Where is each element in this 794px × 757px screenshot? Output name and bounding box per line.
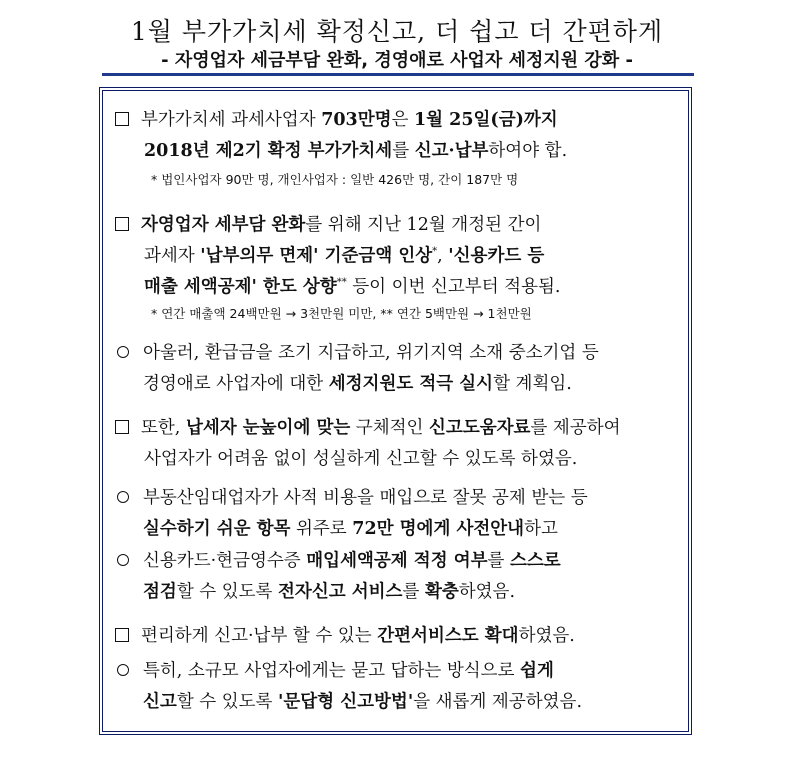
emphasis-text: '문답형 신고방법' [278, 692, 414, 712]
body-text: 를 [402, 582, 425, 602]
emphasis-text: 신고 [143, 692, 177, 712]
sub-paragraph [103, 546, 668, 608]
paragraph-line [103, 546, 668, 577]
paragraph-line [115, 272, 680, 303]
body-text: 신용카드·현금영수증 [143, 551, 307, 571]
body-text: 경영애로 사업자에 대한 [143, 374, 329, 394]
emphasis-text: '신용카드 등 [448, 246, 545, 266]
paragraph-line [115, 210, 680, 241]
section-paragraph [115, 413, 680, 475]
paragraph-line [115, 413, 680, 444]
body-text: 를 [487, 551, 510, 571]
body-text: , [437, 246, 449, 266]
sub-paragraph [103, 338, 668, 400]
paragraph-line [115, 444, 680, 475]
content-box [99, 87, 692, 735]
emphasis-text: 1월 25일(금)까지 [414, 110, 558, 130]
emphasis-text: 전자신고 서비스 [278, 582, 403, 602]
section-paragraph [115, 210, 680, 303]
paragraph-line [103, 338, 668, 369]
body-text: 사업자가 어려움 없이 성실하게 신고할 수 있도록 하였음. [144, 449, 578, 469]
paragraph-line [115, 105, 680, 136]
emphasis-text: 자영업자 세부담 완화 [141, 215, 306, 235]
emphasis-text: 매입세액공제 적정 여부 [306, 551, 488, 571]
circle-bullet-icon [117, 664, 129, 676]
emphasis-text: 세정지원도 적극 실시 [328, 374, 494, 394]
circle-bullet-icon [117, 554, 129, 566]
paragraph-line [103, 577, 668, 608]
body-text: 할 수 있도록 [176, 582, 279, 602]
square-bullet-icon [115, 112, 129, 126]
body-text: 과세자 [144, 246, 201, 266]
emphasis-text: 신고도움자료 [429, 418, 531, 438]
body-text: 또한, [141, 418, 186, 438]
body-text: 부동산임대업자가 사적 비용을 매입으로 잘못 공제 받는 등 [143, 488, 588, 508]
circle-bullet-icon [117, 491, 129, 503]
footnote: * 연간 매출액 24백만원 → 3천만원 미만, ** 연간 5백만원 → 1천만원 [151, 306, 532, 321]
emphasis-text: 납세자 눈높이에 맞는 [185, 418, 351, 438]
body-text: 등이 이번 신고부터 적용됨. [346, 277, 561, 297]
body-text: 구체적인 [350, 418, 430, 438]
sub-paragraph [103, 656, 668, 718]
body-text: 를 [392, 141, 415, 161]
paragraph-line [103, 687, 668, 718]
body-text: * [432, 246, 438, 258]
body-text: 아울러, 환급금을 조기 지급하고, 위기지역 소재 중소기업 등 [143, 343, 599, 363]
square-bullet-icon [115, 420, 129, 434]
emphasis-text: 쉽게 [520, 661, 554, 681]
emphasis-text: 스스로 [509, 551, 561, 571]
emphasis-text: 실수하기 쉬운 항목 [143, 519, 291, 539]
sub-paragraph [103, 483, 668, 545]
body-text: 하였음. [518, 626, 575, 646]
emphasis-text: 점검 [143, 582, 177, 602]
emphasis-text: 703만명 [321, 110, 392, 130]
emphasis-text: 간편서비스도 확대 [377, 626, 519, 646]
paragraph-line [115, 621, 680, 652]
section-paragraph [115, 621, 680, 652]
body-text: 를 제공하여 [530, 418, 621, 438]
emphasis-text: 72만 명에게 사전안내 [352, 519, 525, 539]
emphasis-text: 2018년 제2기 확정 부가가치세 [144, 141, 393, 161]
emphasis-text: 매출 세액공제' 한도 상향 [144, 277, 337, 297]
body-text: 를 위해 지난 12월 개정된 간이 [305, 215, 542, 235]
body-text: 하고 [524, 519, 558, 539]
emphasis-text: 신고·납부 [414, 141, 489, 161]
square-bullet-icon [115, 628, 129, 642]
paragraph-line [103, 514, 668, 545]
paragraph-line [103, 369, 668, 400]
body-text: 을 새롭게 제공하였음. [413, 692, 583, 712]
paragraph-line [115, 136, 680, 167]
section-paragraph [115, 105, 680, 167]
body-text: 할 수 있도록 [176, 692, 279, 712]
paragraph-line [115, 241, 680, 272]
body-text: 부가가치세 과세사업자 [141, 110, 322, 130]
body-text: ** [336, 277, 347, 289]
document-title: 1월 부가가치세 확정신고, 더 쉽고 더 간편하게 [130, 17, 664, 46]
footnote: * 법인사업자 90만 명, 개인사업자 : 일반 426만 명, 간이 187만 명 [151, 172, 519, 187]
square-bullet-icon [115, 217, 129, 231]
body-text: 할 계획임. [493, 374, 572, 394]
document-subtitle: - 자영업자 세금부담 완화, 경영애로 사업자 세정지원 강화 - [161, 50, 633, 71]
paragraph-line [103, 483, 668, 514]
subtitle-underline [102, 73, 694, 76]
body-text: 편리하게 신고·납부 할 수 있는 [141, 626, 378, 646]
body-text: 특히, 소규모 사업자에게는 묻고 답하는 방식으로 [143, 661, 521, 681]
circle-bullet-icon [117, 346, 129, 358]
emphasis-text: 확충 [424, 582, 459, 602]
body-text: 하여야 합. [488, 141, 568, 161]
paragraph-line [103, 656, 668, 687]
body-text: 하였음. [458, 582, 516, 602]
body-text: 은 [391, 110, 414, 130]
body-text: 위주로 [290, 519, 353, 539]
emphasis-text: '납부의무 면제' 기준금액 인상 [200, 246, 433, 266]
